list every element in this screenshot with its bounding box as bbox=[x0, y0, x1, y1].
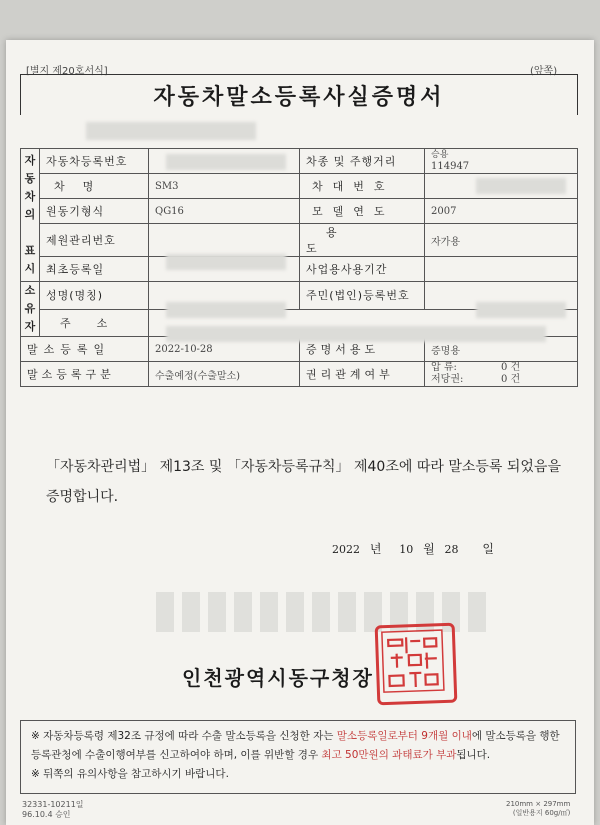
day-unit: 일 bbox=[482, 542, 494, 556]
seizure-row bbox=[431, 362, 571, 374]
cancel-type-value: 수출예정(수출말소) bbox=[149, 362, 300, 387]
footer-paper-size bbox=[506, 800, 570, 818]
rights-label: 권리관계여부 bbox=[300, 362, 425, 387]
rights-value bbox=[425, 362, 578, 387]
business-period-value bbox=[425, 257, 578, 282]
notice-1-highlight-a: 말소등록일로부터 9개월 이내 bbox=[336, 730, 472, 742]
document-title: 자동차말소등록사실증명서 bbox=[153, 84, 445, 110]
mortgage-value: 0 건 bbox=[501, 374, 521, 385]
notice-box bbox=[20, 720, 576, 794]
notice-1-text-b: 에 말소등록을 행한 등록관청에 수출이행여부를 신고하여야 하며, 이를 위반할 경우 bbox=[31, 730, 560, 761]
redacted-area bbox=[86, 122, 256, 140]
name-value: SM3 bbox=[149, 174, 300, 199]
purpose-value: 증명용 bbox=[425, 337, 578, 362]
purpose-label: 증명서용도 bbox=[300, 337, 425, 362]
owner-id-label: 주민(법인)등록번호 bbox=[300, 282, 425, 310]
form-number: [별지 제20호서식] bbox=[26, 66, 108, 77]
business-period-label: 사업용사용기간 bbox=[300, 257, 425, 282]
notice-1-text-a: ※ 자동차등록령 제32조 규정에 따라 수출 말소등록을 신청한 자는 bbox=[31, 730, 337, 742]
issue-day: 28 bbox=[444, 543, 459, 556]
footer-form-code bbox=[22, 800, 84, 820]
notice-1-highlight-b: 최고 50만원의 과태료가 부과 bbox=[321, 749, 457, 761]
model-year-label: 모델연도 bbox=[300, 199, 425, 224]
redacted-address bbox=[166, 326, 546, 342]
redacted-owner-name bbox=[166, 302, 286, 318]
engine-label: 원동기형식 bbox=[40, 199, 149, 224]
use-value: 자가용 bbox=[425, 224, 578, 257]
first-reg-label: 최초등록일 bbox=[40, 257, 149, 282]
mortgage-row bbox=[431, 374, 571, 386]
spec-label: 제원관리번호 bbox=[40, 224, 149, 257]
spec-value bbox=[149, 224, 300, 257]
use-label: 용도 bbox=[300, 224, 425, 257]
footer-code: 32331-10211일 bbox=[22, 800, 84, 809]
page-side-label: (앞쪽) bbox=[530, 66, 558, 77]
paper-size: 210mm × 297mm bbox=[506, 800, 571, 808]
type-label: 차종 및 주행거리 bbox=[300, 149, 425, 174]
vin-label: 차대번호 bbox=[300, 174, 425, 199]
footer-approval: 96.10.4 승인 bbox=[22, 810, 71, 819]
owner-name-label: 성명(명칭) bbox=[40, 282, 149, 310]
certificate-paper bbox=[6, 40, 594, 825]
certification-statement: 「자동차관리법」 제13조 및 「자동차등록규칙」 제40조에 따라 말소등록 되었음을 증명합니다. bbox=[46, 459, 561, 505]
issue-month: 10 bbox=[399, 543, 414, 556]
notice-1-text-c: 됩니다. bbox=[456, 749, 491, 761]
seal-icon bbox=[380, 628, 446, 694]
year-unit: 년 bbox=[369, 542, 382, 556]
seizure-value: 0 건 bbox=[501, 362, 521, 373]
issue-year: 2022 bbox=[332, 543, 360, 556]
mortgage-label: 저당권: bbox=[431, 374, 464, 385]
type-value bbox=[425, 149, 578, 174]
month-unit: 월 bbox=[423, 542, 435, 556]
issue-date bbox=[332, 540, 500, 557]
paper-weight: (일반용지 60g/㎡) bbox=[512, 809, 571, 817]
notice-2: ※ 뒤쪽의 유의사항을 참고하시기 바랍니다. bbox=[31, 768, 229, 780]
vehicle-type: 승용 bbox=[431, 150, 449, 160]
cancel-type-label: 말소등록구분 bbox=[21, 362, 149, 387]
mileage: 114947 bbox=[431, 161, 470, 172]
engine-value: QG16 bbox=[149, 199, 300, 224]
redacted-vin bbox=[476, 178, 566, 194]
notice-1 bbox=[31, 727, 565, 765]
redacted-owner-id bbox=[476, 302, 566, 318]
name-label: 차명 bbox=[40, 174, 149, 199]
title-box bbox=[20, 74, 578, 115]
cancel-date-label: 말소등록일 bbox=[21, 337, 149, 362]
seizure-label: 압 류: bbox=[431, 362, 457, 373]
model-year-value: 2007 bbox=[425, 199, 578, 224]
issuer-name: 인천광역시동구청장 bbox=[182, 666, 374, 690]
cancel-date-value: 2022-10-28 bbox=[149, 337, 300, 362]
address-label: 주소 bbox=[40, 309, 149, 337]
section-owner-label: 소 유 자 bbox=[21, 282, 40, 337]
redacted-first-reg bbox=[166, 254, 286, 270]
redacted-reg-no bbox=[166, 154, 286, 170]
section-vehicle-label: 자 동 차 의 표 시 bbox=[21, 149, 40, 282]
official-seal bbox=[375, 623, 458, 706]
reg-no-label: 자동차등록번호 bbox=[40, 149, 149, 174]
